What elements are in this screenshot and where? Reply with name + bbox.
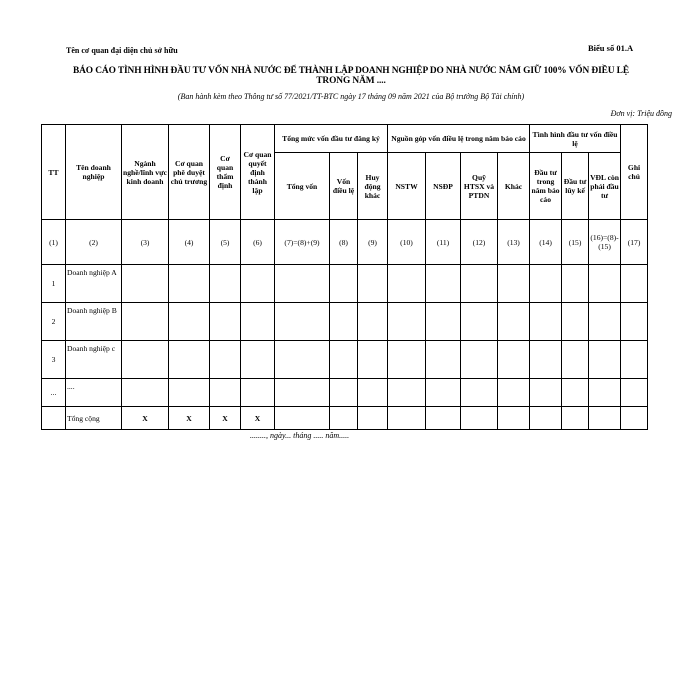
header-decide: Cơ quan quyết định thành lập xyxy=(241,125,275,220)
report-title xyxy=(40,66,662,86)
column-number: (11) xyxy=(426,220,461,265)
column-number: (3) xyxy=(122,220,169,265)
header-fund: Quỹ HTSX và PTDN xyxy=(461,153,498,220)
header-other: Khác xyxy=(498,153,530,220)
x-mark: X xyxy=(169,407,210,430)
column-number: (2) xyxy=(66,220,122,265)
row-index: 1 xyxy=(42,265,66,303)
column-number: (6) xyxy=(241,220,275,265)
title-line-1: BÁO CÁO TÌNH HÌNH ĐẦU TƯ VỐN NHÀ NƯỚC ĐỂ THÀNH LẬP DOANH NGHIỆP DO NHÀ NƯỚC NẮM GIỮ 100% VỐN ĐIỀU LỆ xyxy=(72,66,629,76)
column-number: (8) xyxy=(330,220,358,265)
header-nsdp: NSĐP xyxy=(426,153,461,220)
report-subtitle: (Ban hành kèm theo Thông tư số 77/2021/TT-BTC ngày 17 tháng 09 năm 2021 của Bộ trưởng Bộ Tài chính) xyxy=(177,92,525,101)
table-row xyxy=(42,379,648,407)
header-invest-year: Đầu tư trong năm báo cáo xyxy=(530,153,562,220)
unit-label: Đơn vị: Triệu đồng xyxy=(610,109,672,118)
header-name: Tên doanh nghiệp xyxy=(66,125,122,220)
agency-label: Tên cơ quan đại diện chủ sở hữu xyxy=(66,46,178,55)
table-row xyxy=(42,341,648,379)
table-row xyxy=(42,303,648,341)
column-number: (12) xyxy=(461,220,498,265)
column-number: (7)=(8)+(9) xyxy=(275,220,330,265)
header-mobilize: Huy động khác xyxy=(358,153,388,220)
column-number: (1) xyxy=(42,220,66,265)
title-line-2: TRONG NĂM .... xyxy=(316,76,386,86)
column-number: (14) xyxy=(530,220,562,265)
row-company-name: Doanh nghiệp A xyxy=(66,265,122,303)
header-nstw: NSTW xyxy=(388,153,426,220)
header-charter-capital: Vốn điều lệ xyxy=(330,153,358,220)
column-number: (15) xyxy=(562,220,589,265)
column-number: (9) xyxy=(358,220,388,265)
row-index: 3 xyxy=(42,341,66,379)
header-invest-cumulative: Đầu tư lũy kế xyxy=(562,153,589,220)
header-total-capital: Tổng vốn xyxy=(275,153,330,220)
header-tt: TT xyxy=(42,125,66,220)
header-industry: Ngành nghề/lĩnh vực kinh doanh xyxy=(122,125,169,220)
row-company-name: Doanh nghiệp B xyxy=(66,303,122,341)
column-number: (16)=(8)-(15) xyxy=(589,220,621,265)
total-label: Tổng cộng xyxy=(66,407,122,430)
row-company-name: .... xyxy=(66,379,122,407)
header-appraise: Cơ quan thẩm định xyxy=(210,125,241,220)
row-index: ... xyxy=(42,379,66,407)
header-group-source: Nguồn góp vốn điều lệ trong năm báo cáo xyxy=(388,125,530,153)
header-remaining: VĐL còn phải đầu tư xyxy=(589,153,621,220)
row-company-name: Doanh nghiệp c xyxy=(66,341,122,379)
header-note: Ghi chú xyxy=(621,125,648,220)
total-row xyxy=(42,407,648,430)
column-number: (10) xyxy=(388,220,426,265)
header-group-status: Tình hình đầu tư vốn điều lệ xyxy=(530,125,621,153)
form-number: Biểu số 01.A xyxy=(588,43,634,53)
date-line: ........, ngày... tháng ..... năm..... xyxy=(250,431,350,440)
x-mark: X xyxy=(241,407,275,430)
column-number: (4) xyxy=(169,220,210,265)
header-group-total: Tổng mức vốn đầu tư đăng ký xyxy=(275,125,388,153)
row-index: 2 xyxy=(42,303,66,341)
x-mark: X xyxy=(122,407,169,430)
column-number-row xyxy=(42,220,648,265)
column-number: (5) xyxy=(210,220,241,265)
x-mark: X xyxy=(210,407,241,430)
report-table xyxy=(41,124,648,430)
table-row xyxy=(42,265,648,303)
column-number: (13) xyxy=(498,220,530,265)
column-number: (17) xyxy=(621,220,648,265)
header-approve: Cơ quan phê duyệt chủ trương xyxy=(169,125,210,220)
